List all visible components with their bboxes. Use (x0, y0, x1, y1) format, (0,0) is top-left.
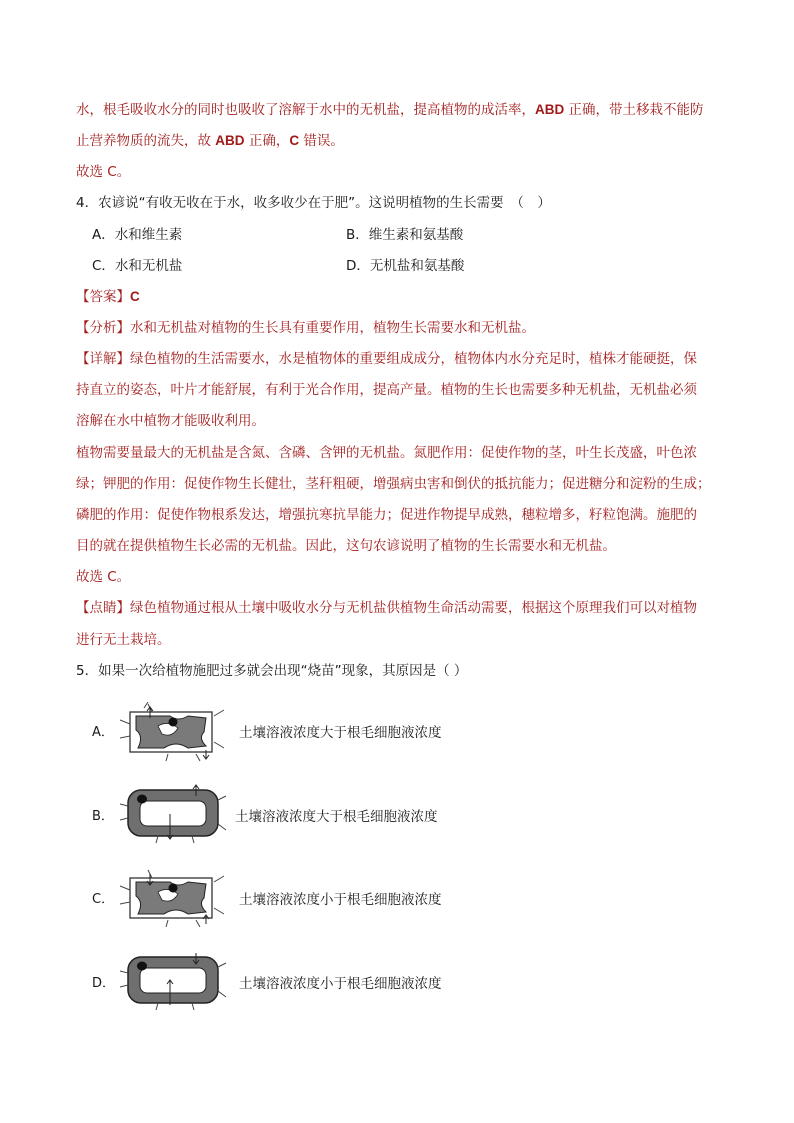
q4-detail-line-3: 溶解在水中植物才能吸收利用。 (76, 413, 265, 429)
q4-option-a: A．水和维生素 (92, 227, 183, 243)
text-span: 止营养物质的流失，故 (76, 133, 216, 149)
q4-tip-line-1 (76, 598, 697, 618)
q4-tip-line-2: 进行无土栽培。 (76, 632, 171, 648)
analysis-label: 【分析】 (76, 320, 130, 336)
q4-detail-line-5: 绿；钾肥的作用：促使作物生长健壮，茎秆粗硬，增强病虫害和倒伏的抵抗能力；促进糖分和淀粉的生成； (76, 476, 711, 492)
tip-label: 【点睛】 (76, 600, 130, 616)
q4-detail-line-6: 磷肥的作用：促使作物根系发达，增强抗寒抗旱能力；促进作物提早成熟，穗粒增多，籽粒饱满。施肥的 (76, 507, 697, 523)
q4-detail-line-1 (76, 349, 697, 369)
text-span: ABD (535, 102, 565, 117)
text-span: 正确， (244, 133, 290, 149)
turgid-cell-icon (118, 951, 228, 1011)
q5-option-d-text: 土壤溶液浓度小于根毛细胞液浓度 (239, 976, 442, 992)
plasmolyzed-cell-icon (118, 702, 228, 762)
continuation-line-1 (76, 100, 704, 120)
text-span: C (289, 133, 300, 148)
analysis-text: 水和无机盐对植物的生长具有重要作用，植物生长需要水和无机盐。 (130, 320, 535, 336)
text-span: 水，根毛吸收水分的同时也吸收了溶解于水中的无机盐，提高植物的成活率， (76, 102, 535, 118)
text-span: 正确，带土移栽不能防 (564, 102, 704, 118)
q4-option-c: C．水和无机盐 (92, 258, 183, 274)
q4-analysis (76, 318, 535, 338)
q5-option-a-letter: A． (92, 725, 114, 740)
answer-value: C (130, 289, 140, 304)
q4-detail-line-2: 持直立的姿态，叶片才能舒展，有利于光合作用，提高产量。植物的生长也需要多种无机盐，无机盐必须 (76, 382, 697, 398)
turgid-cell-icon (118, 784, 228, 844)
detail-label: 【详解】 (76, 351, 130, 367)
tip-text: 绿色植物通过根从土壤中吸收水分与无机盐供植物生命活动需要，根据这个原理我们可以对植物 (130, 600, 697, 616)
continuation-line-2 (76, 131, 344, 151)
q4-option-b: B．维生素和氨基酸 (346, 227, 464, 243)
q5-option-c-text: 土壤溶液浓度小于根毛细胞液浓度 (239, 892, 442, 908)
q4-choose: 故选 C。 (76, 569, 131, 585)
q5-option-d-letter: D． (92, 976, 116, 991)
q5-stem: 5．如果一次给植物施肥过多就会出现“烧苗”现象，其原因是（ ） (76, 663, 468, 679)
q4-answer (76, 287, 140, 307)
q4-stem: 4．农谚说“有收无收在于水，收多收少在于肥”。这说明植物的生长需要 （ ） (76, 195, 551, 211)
q5-option-c-letter: C． (92, 892, 115, 907)
q4-detail-line-4: 植物需要量最大的无机盐是含氮、含磷、含钾的无机盐。氮肥作用：促使作物的茎，叶生长茂盛，叶色浓 (76, 445, 697, 461)
text-span: ABD (215, 133, 245, 148)
q4-option-d: D．无机盐和氨基酸 (346, 258, 465, 274)
q4-detail-line-7: 目的就在提供植物生长必需的无机盐。因此，这句农谚说明了植物的生长需要水和无机盐。 (76, 538, 616, 554)
detail-text: 绿色植物的生活需要水，水是植物体的重要组成成分，植物体内水分充足时，植株才能硬挺，保 (130, 351, 697, 367)
q5-option-a-text: 土壤溶液浓度大于根毛细胞液浓度 (239, 725, 442, 741)
q5-option-b-text: 土壤溶液浓度大于根毛细胞液浓度 (235, 809, 438, 825)
answer-label: 【答案】 (76, 289, 130, 305)
q5-option-b-letter: B． (92, 809, 114, 824)
text-span: 错误。 (299, 133, 344, 149)
plasmolyzed-cell-icon (118, 868, 228, 928)
continuation-choose: 故选 C。 (76, 164, 131, 180)
